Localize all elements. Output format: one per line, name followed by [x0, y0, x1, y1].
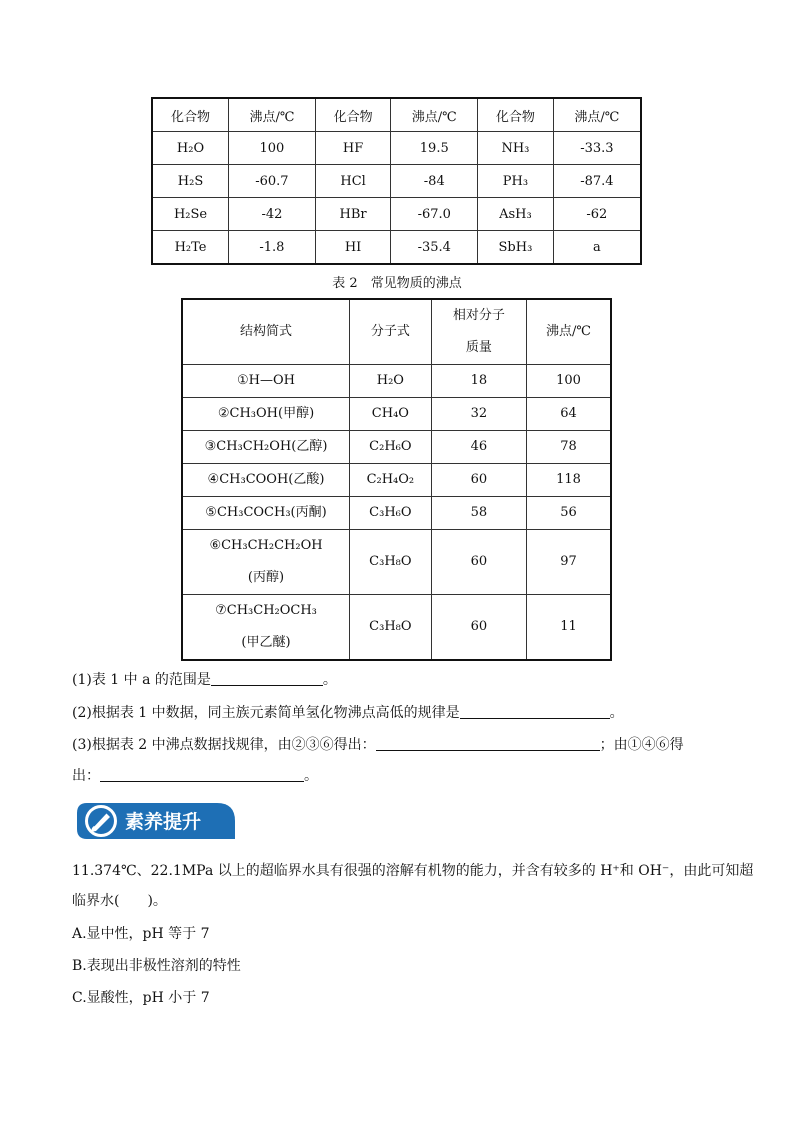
mass-cell: 46 — [431, 431, 526, 464]
question-text: 出： — [72, 768, 100, 784]
option-c[interactable]: C.显酸性，pH 小于 7 — [72, 990, 210, 1006]
table-2-caption: 表 2 常见物质的沸点 — [332, 276, 462, 291]
table-header-row — [152, 98, 641, 132]
mass-cell: 58 — [431, 497, 526, 530]
table-row — [182, 595, 611, 661]
table-header-row — [182, 299, 611, 365]
bp-cell: 97 — [527, 530, 612, 595]
question-2 — [72, 702, 624, 722]
formula-cell: ④CH₃COOH(乙酸) — [182, 464, 350, 497]
header-cell: 沸点/℃ — [229, 98, 316, 132]
answer-blank[interactable] — [100, 767, 304, 782]
molecular-cell: C₃H₈O — [350, 530, 432, 595]
value-cell: -1.8 — [229, 231, 316, 265]
header-line: 质量 — [465, 340, 492, 355]
value-cell: -87.4 — [553, 165, 641, 198]
value-cell: -62 — [553, 198, 641, 231]
question-text: ；由①④⑥得 — [599, 737, 684, 753]
question-1 — [72, 669, 337, 689]
bp-cell: 78 — [527, 431, 612, 464]
table-row — [182, 398, 611, 431]
value-cell: -33.3 — [553, 132, 641, 165]
table-row — [182, 431, 611, 464]
mass-cell: 18 — [431, 365, 526, 398]
formula-cell: ①H—OH — [182, 365, 350, 398]
molecular-cell: H₂O — [350, 365, 432, 398]
question-text: (3)根据表 2 中沸点数据找规律，由②③⑥得出： — [72, 737, 376, 753]
header-cell: 结构简式 — [182, 299, 350, 365]
bp-cell: 118 — [527, 464, 612, 497]
table-1-boiling-points-hydrides — [151, 97, 642, 265]
table-row — [182, 365, 611, 398]
table-row — [152, 132, 641, 165]
molecular-cell: C₂H₆O — [350, 431, 432, 464]
value-cell: 100 — [229, 132, 316, 165]
compound-cell: H₂O — [152, 132, 229, 165]
bp-cell: 11 — [527, 595, 612, 661]
compound-cell: HI — [315, 231, 391, 265]
molecular-cell: C₃H₈O — [350, 595, 432, 661]
formula-cell: ③CH₃CH₂OH(乙醇) — [182, 431, 350, 464]
question-text: 。 — [322, 672, 337, 688]
mass-cell: 60 — [431, 530, 526, 595]
header-cell: 化合物 — [152, 98, 229, 132]
table-row — [152, 165, 641, 198]
compound-cell: H₂Te — [152, 231, 229, 265]
question-text: 。 — [304, 768, 318, 784]
header-cell: 化合物 — [478, 98, 554, 132]
formula-cell: ②CH₃OH(甲醇) — [182, 398, 350, 431]
question-text: (2)根据表 1 中数据，同主族元素简单氢化物沸点高低的规律是 — [72, 705, 460, 721]
value-cell: -84 — [391, 165, 478, 198]
value-cell: -42 — [229, 198, 316, 231]
compound-cell: SbH₃ — [478, 231, 554, 265]
formula-cell — [182, 595, 350, 661]
mass-cell: 60 — [431, 595, 526, 661]
bp-cell: 100 — [527, 365, 612, 398]
compound-cell: H₂Se — [152, 198, 229, 231]
header-cell: 沸点/℃ — [527, 299, 612, 365]
answer-blank[interactable] — [376, 736, 600, 751]
formula-line: (甲乙醚) — [241, 635, 291, 650]
question-3-continued — [72, 765, 318, 785]
problem-11-line-1: 11.374℃、22.1MPa 以上的超临界水具有很强的溶解有机物的能力，并含有较多的 H⁺和 OH⁻，由此可知超 — [72, 863, 754, 879]
option-a[interactable]: A.显中性，pH 等于 7 — [72, 926, 210, 942]
header-cell: 化合物 — [315, 98, 391, 132]
formula-line: ⑥CH₃CH₂CH₂OH — [209, 538, 323, 553]
header-cell: 沸点/℃ — [553, 98, 641, 132]
value-cell: a — [553, 231, 641, 265]
compound-cell: NH₃ — [478, 132, 554, 165]
table-row — [152, 231, 641, 265]
compound-cell: HBr — [315, 198, 391, 231]
table-row — [182, 530, 611, 595]
compound-cell: PH₃ — [478, 165, 554, 198]
question-text: 。 — [609, 705, 624, 721]
mass-cell: 60 — [431, 464, 526, 497]
table-2-common-boiling-points — [181, 298, 612, 661]
table-row — [182, 497, 611, 530]
bp-cell: 56 — [527, 497, 612, 530]
header-cell — [431, 299, 526, 365]
problem-11-line-2: 临界水( )。 — [72, 893, 167, 909]
question-3 — [72, 734, 684, 754]
molecular-cell: C₂H₄O₂ — [350, 464, 432, 497]
header-line: 相对分子 — [452, 308, 505, 323]
compound-cell: AsH₃ — [478, 198, 554, 231]
formula-line: (丙醇) — [247, 570, 285, 585]
formula-cell: ⑤CH₃COCH₃(丙酮) — [182, 497, 350, 530]
option-b[interactable]: B.表现出非极性溶剂的特性 — [72, 958, 241, 974]
table-row — [182, 464, 611, 497]
banner-label: 素养提升 — [125, 811, 202, 833]
question-text: (1)表 1 中 a 的范围是 — [72, 672, 211, 688]
compound-cell: HCl — [315, 165, 391, 198]
header-cell: 沸点/℃ — [391, 98, 478, 132]
molecular-cell: CH₄O — [350, 398, 432, 431]
formula-cell — [182, 530, 350, 595]
value-cell: -60.7 — [229, 165, 316, 198]
header-cell: 分子式 — [350, 299, 432, 365]
molecular-cell: C₃H₆O — [350, 497, 432, 530]
formula-line: ⑦CH₃CH₂OCH₃ — [215, 603, 317, 618]
pencil-icon — [84, 804, 118, 838]
value-cell: -35.4 — [391, 231, 478, 265]
table-row — [152, 198, 641, 231]
section-banner — [77, 800, 235, 842]
answer-blank[interactable] — [460, 704, 610, 719]
bp-cell: 64 — [527, 398, 612, 431]
answer-blank[interactable] — [211, 671, 323, 686]
compound-cell: H₂S — [152, 165, 229, 198]
mass-cell: 32 — [431, 398, 526, 431]
value-cell: 19.5 — [391, 132, 478, 165]
value-cell: -67.0 — [391, 198, 478, 231]
compound-cell: HF — [315, 132, 391, 165]
